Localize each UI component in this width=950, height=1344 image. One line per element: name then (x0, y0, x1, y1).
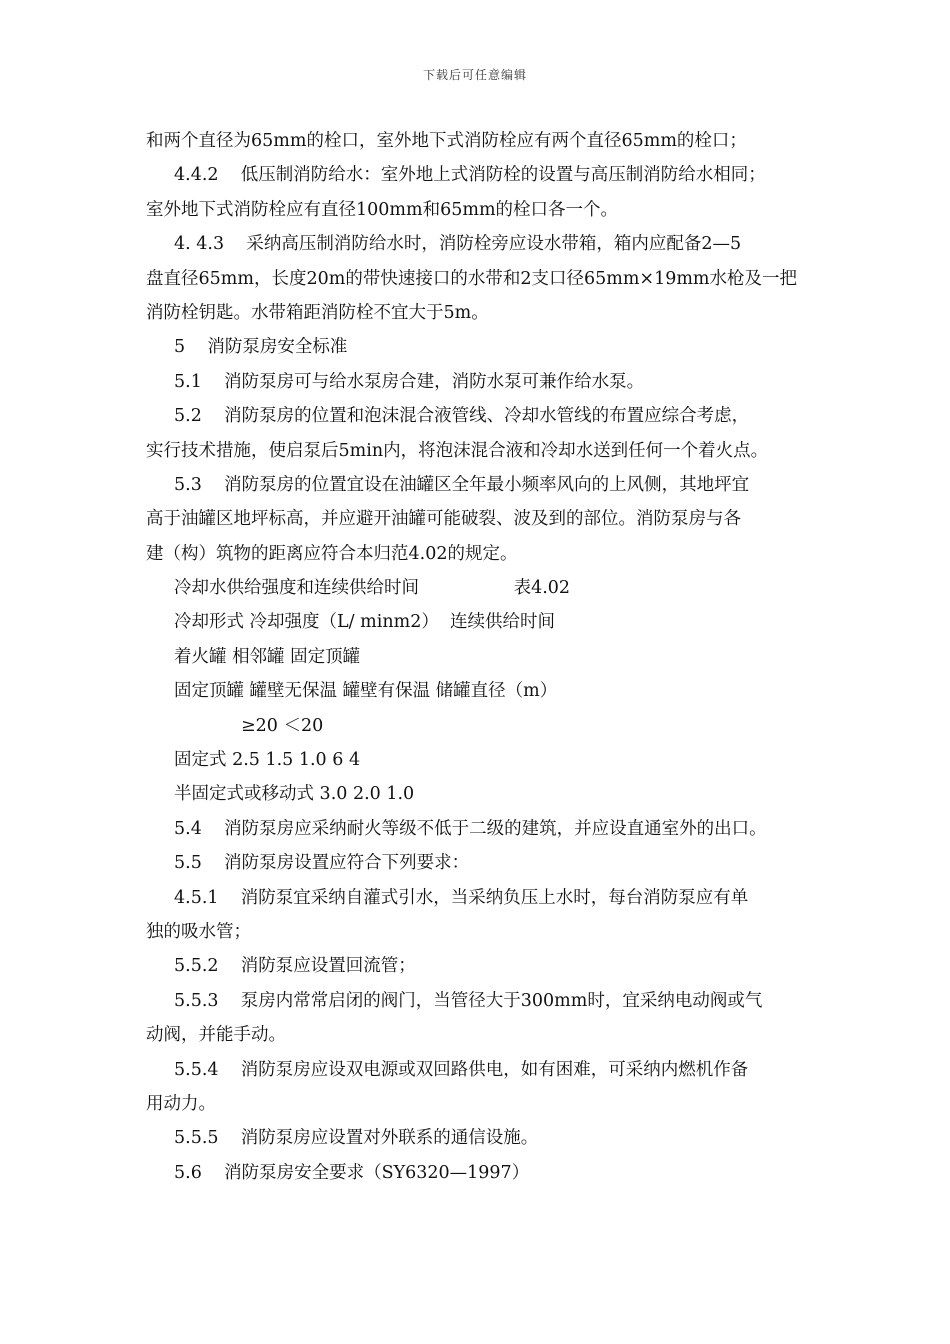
text-line: 独的吸水管； (146, 921, 251, 942)
text-line: 消防栓钥匙。水带箱距消防栓不宜大于5m。 (146, 302, 489, 323)
text-line: 冷却形式 冷却强度（L/ minm2） 连续供给时间 (174, 612, 555, 633)
text-line: 5.2 消防泵房的位置和泡沫混合液管线、冷却水管线的布置应综合考虑， (174, 406, 750, 427)
text-line: 5.1 消防泵房可与给水泵房合建，消防水泵可兼作给水泵。 (174, 371, 645, 392)
text-line: 4.5.1 消防泵宜采纳自灌式引水，当采纳负压上水时，每台消防泵应有单 (174, 887, 749, 908)
page-header: 下载后可任意编辑 (422, 68, 527, 82)
text-line: 5.5.4 消防泵房应设双电源或双回路供电，如有困难，可采纳内燃机作备 (174, 1059, 749, 1080)
text-line: 冷却水供给强度和连续供给时间 表4.02 (174, 578, 571, 599)
text-line: 5.5.2 消防泵应设置回流管； (174, 956, 416, 977)
text-line: 5 消防泵房安全标准 (174, 337, 348, 358)
text-line: 室外地下式消防栓应有直径100mm和65mm的栓口各一个。 (146, 199, 619, 220)
text-line: 用动力。 (146, 1093, 216, 1114)
text-line: 5.5.5 消防泵房应设置对外联系的通信设施。 (174, 1128, 539, 1149)
text-line: 盘直径65mm，长度20m的带快速接口的水带和2支口径65mm×19mm水枪及一把 (146, 268, 798, 289)
text-line: 5.6 消防泵房安全要求（SY6320—1997） (174, 1162, 530, 1183)
text-line: 固定式 2.5 1.5 1.0 6 4 (174, 750, 361, 771)
text-line: 动阀，并能手动。 (146, 1025, 286, 1046)
text-line: 和两个直径为65mm的栓口，室外地下式消防栓应有两个直径65mm的栓口； (146, 131, 747, 151)
text-line: 半固定式或移动式 3.0 2.0 1.0 (174, 784, 415, 805)
text-line: 5.3 消防泵房的位置宜设在油罐区全年最小频率风向的上风侧，其地坪宜 (174, 474, 750, 495)
text-line: 建（构）筑物的距离应符合本归范4.02的规定。 (146, 543, 518, 564)
text-line: 高于油罐区地坪标高，并应避开油罐可能破裂、波及到的部位。消防泵房与各 (146, 509, 741, 530)
text-line: 5.5.3 泵房内常常启闭的阀门，当管径大于300mm时，宜采纳电动阀或气 (174, 990, 763, 1011)
text-line: 4.4.2 低压制消防给水：室外地上式消防栓的设置与高压制消防给水相同； (174, 165, 766, 186)
text-line: 实行技术措施，使启泵后5min内，将泡沫混合液和冷却水送到任何一个着火点。 (146, 440, 769, 461)
text-line: ≥20 ＜20 (241, 715, 324, 736)
text-line: 5.5 消防泵房设置应符合下列要求： (174, 853, 470, 874)
text-line: 5.4 消防泵房应采纳耐火等级不低于二级的建筑，并应设直通室外的出口。 (174, 818, 767, 839)
text-line: 着火罐 相邻罐 固定顶罐 (174, 646, 361, 667)
text-line: 4. 4.3 采纳高压制消防给水时，消防栓旁应设水带箱，箱内应配备2—5 (174, 234, 742, 255)
text-line: 固定顶罐 罐壁无保温 罐壁有保温 储罐直径（m） (174, 681, 558, 702)
document-body (146, 124, 826, 1190)
